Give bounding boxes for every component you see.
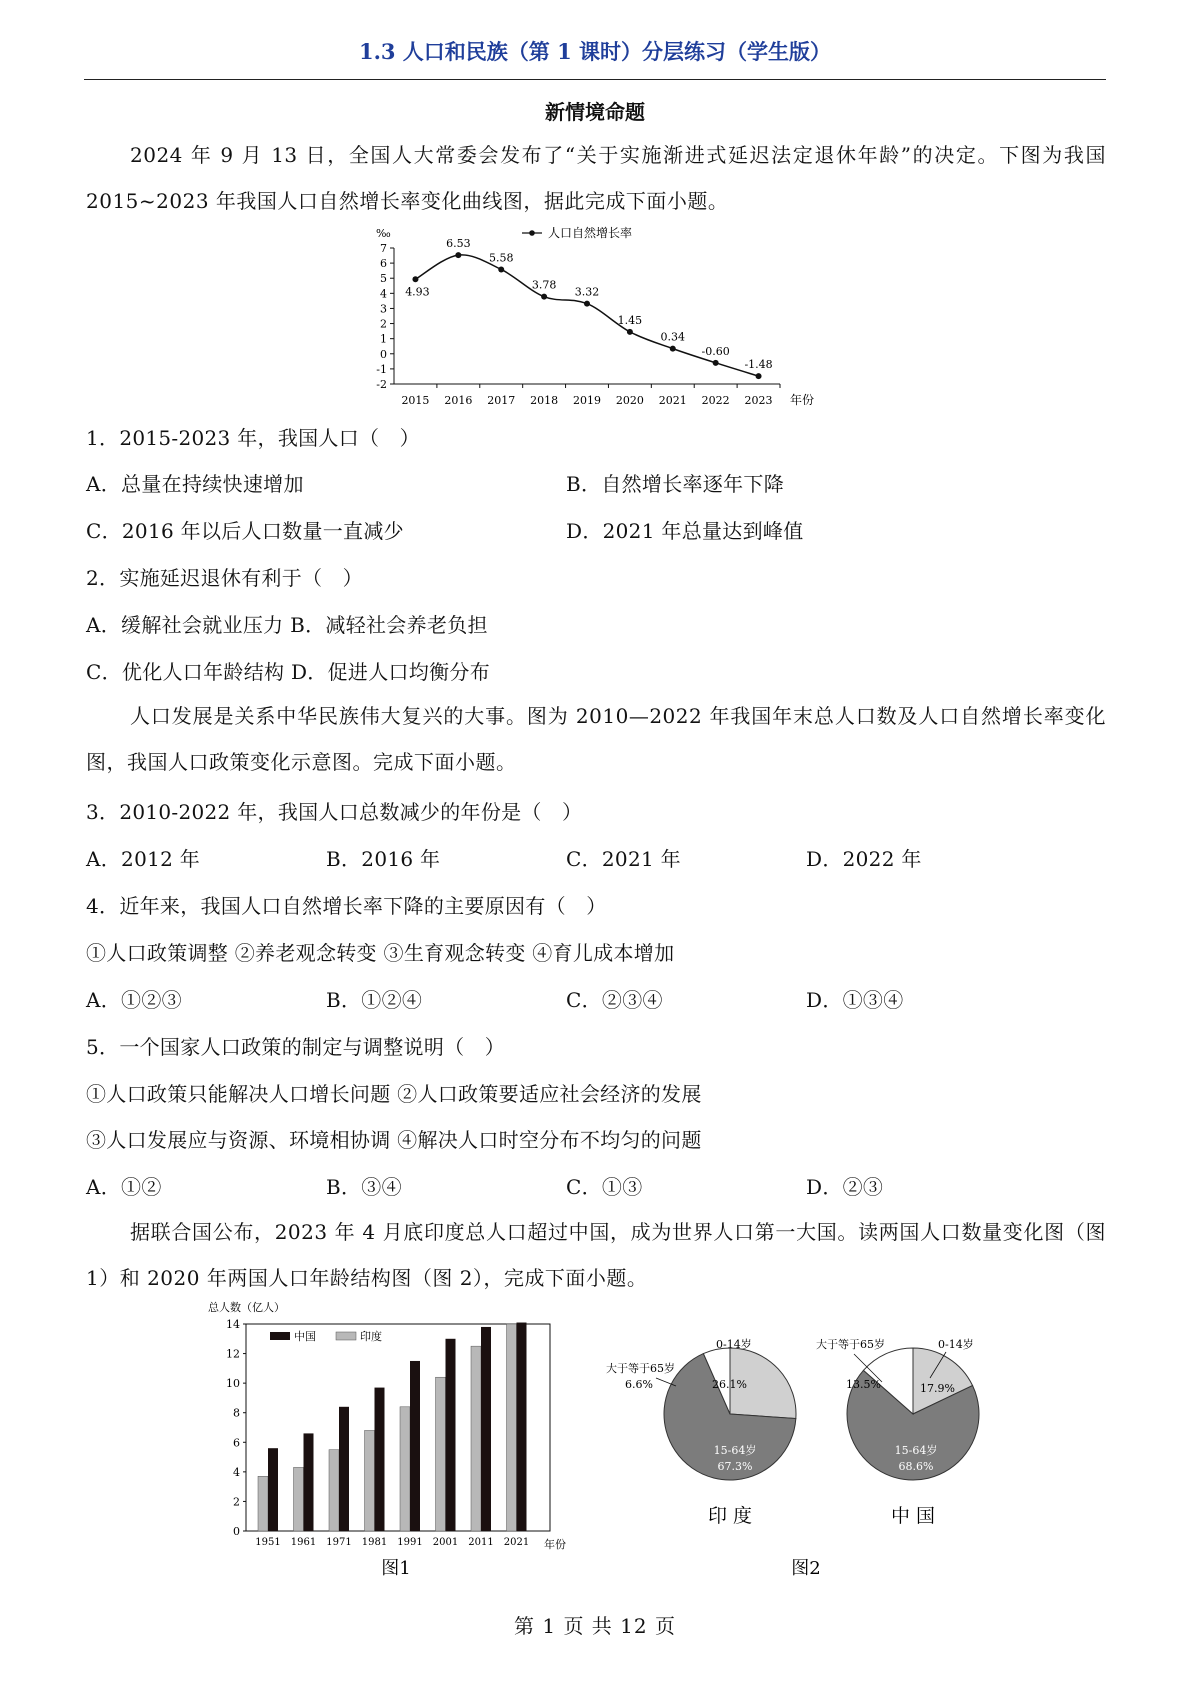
bar-x-tick-label: 2011 bbox=[468, 1537, 494, 1548]
india-pct-15-64: 67.3% bbox=[717, 1460, 753, 1473]
bar-x-tick-label: 1981 bbox=[361, 1537, 388, 1548]
q4-option-a: A．①②③ bbox=[86, 988, 182, 1012]
data-label: 3.78 bbox=[531, 278, 557, 292]
bar-x-axis-label: 年份 bbox=[544, 1538, 566, 1551]
growth-rate-line-chart bbox=[370, 224, 830, 414]
y-tick-label: 1 bbox=[380, 332, 387, 346]
data-label: -1.48 bbox=[744, 358, 773, 372]
data-label: 5.58 bbox=[488, 251, 514, 265]
bar-y-axis-label: 总人数（亿人） bbox=[208, 1301, 285, 1314]
china-pct-15-64: 68.6% bbox=[898, 1460, 934, 1473]
x-tick-label: 2020 bbox=[615, 394, 644, 407]
y-tick-label: 3 bbox=[380, 302, 387, 316]
q1-option-a: A．总量在持续快速增加 bbox=[86, 472, 304, 496]
bar-china bbox=[375, 1388, 385, 1531]
bar-india bbox=[365, 1430, 375, 1531]
bar-india bbox=[400, 1407, 410, 1531]
q2-options-ab: A．缓解社会就业压力 B．减轻社会养老负担 bbox=[86, 613, 488, 637]
bar-x-tick-label: 1971 bbox=[326, 1537, 352, 1548]
data-label: 0.34 bbox=[660, 330, 686, 344]
china-pct-65plus: 13.5% bbox=[846, 1378, 881, 1391]
y-tick-label: 4 bbox=[380, 287, 387, 301]
x-tick-label: 2017 bbox=[487, 394, 516, 407]
x-tick-label: 2015 bbox=[401, 394, 430, 407]
data-point bbox=[541, 294, 547, 300]
intro-paragraph-3: 据联合国公布，2023 年 4 月底印度总人口超过中国，成为世界人口第一大国。读两国人口数量变化图（图 1）和 2020 年两国人口年龄结构图（图 2），完成下面小题。 bbox=[86, 1220, 1106, 1290]
india-label-15-64: 15-64岁 bbox=[713, 1444, 757, 1457]
india-pct-0-14: 26.1% bbox=[712, 1378, 747, 1391]
bar-india bbox=[258, 1476, 268, 1531]
legend-label-india: 印度 bbox=[360, 1330, 382, 1343]
x-tick-label: 2016 bbox=[444, 394, 473, 407]
bar-y-tick-label: 8 bbox=[233, 1406, 240, 1420]
bar-china bbox=[517, 1323, 527, 1531]
india-label-65plus: 大于等于65岁 bbox=[606, 1362, 675, 1375]
china-pct-0-14: 17.9% bbox=[920, 1382, 955, 1395]
bar-india bbox=[329, 1450, 339, 1531]
q4-stem: 4．近年来，我国人口自然增长率下降的主要原因有（ ） bbox=[86, 894, 607, 918]
bar-x-tick-label: 1991 bbox=[397, 1537, 423, 1548]
data-point bbox=[756, 373, 762, 379]
bar-plot-frame bbox=[246, 1324, 550, 1531]
bar-china bbox=[304, 1433, 314, 1531]
q4-option-d: D．①③④ bbox=[806, 988, 904, 1012]
figure-1-caption: 图1 bbox=[381, 1558, 411, 1579]
q3-option-c: C．2021 年 bbox=[566, 847, 681, 871]
y-tick-label: 6 bbox=[380, 257, 387, 271]
bar-india bbox=[436, 1377, 446, 1531]
india-pct-65plus: 6.6% bbox=[625, 1378, 653, 1391]
data-point bbox=[498, 266, 504, 272]
y-tick-label: -1 bbox=[376, 362, 387, 376]
q3-option-d: D．2022 年 bbox=[806, 847, 922, 871]
data-point bbox=[627, 329, 633, 335]
bar-y-tick-label: 0 bbox=[233, 1525, 240, 1538]
q1-option-c: C．2016 年以后人口数量一直减少 bbox=[86, 519, 404, 543]
population-bar-chart bbox=[200, 1298, 580, 1580]
q5-items-1: ①人口政策只能解决人口增长问题 ②人口政策要适应社会经济的发展 bbox=[86, 1082, 702, 1106]
q5-option-c: C．①③ bbox=[566, 1175, 643, 1199]
q1-stem: 1．2015-2023 年，我国人口（ ） bbox=[86, 426, 420, 450]
data-point bbox=[670, 346, 676, 352]
data-label: 3.32 bbox=[574, 285, 600, 299]
data-label: 4.93 bbox=[405, 285, 430, 299]
bar-x-tick-label: 2021 bbox=[503, 1537, 530, 1548]
page-number: 第 1 页 共 12 页 bbox=[514, 1614, 676, 1638]
india-pie-title: 印 度 bbox=[707, 1505, 753, 1527]
q5-option-a: A．①② bbox=[86, 1175, 162, 1199]
bar-y-tick-label: 2 bbox=[233, 1495, 240, 1509]
x-axis-label: 年份 bbox=[790, 393, 815, 407]
q5-option-d: D．②③ bbox=[806, 1175, 884, 1199]
age-structure-pie-charts bbox=[590, 1330, 990, 1580]
bar-india bbox=[294, 1467, 304, 1531]
bar-y-tick-label: 6 bbox=[233, 1436, 240, 1450]
q5-items-2: ③人口发展应与资源、环境相协调 ④解决人口时空分布不均匀的问题 bbox=[86, 1128, 702, 1152]
china-pie-title: 中 国 bbox=[890, 1505, 936, 1527]
x-tick-label: 2023 bbox=[744, 394, 773, 407]
q4-items: ①人口政策调整 ②养老观念转变 ③生育观念转变 ④育儿成本增加 bbox=[86, 941, 675, 965]
q1-option-b: B．自然增长率逐年下降 bbox=[566, 472, 784, 496]
header-divider bbox=[84, 79, 1106, 80]
china-label-65plus: 大于等于65岁 bbox=[816, 1338, 885, 1351]
bar-y-tick-label: 4 bbox=[233, 1465, 240, 1479]
data-label: 6.53 bbox=[446, 237, 471, 251]
growth-rate-series-line bbox=[415, 255, 758, 376]
data-point bbox=[455, 252, 461, 258]
legend-label-china: 中国 bbox=[294, 1330, 316, 1343]
q5-stem: 5．一个国家人口政策的制定与调整说明（ ） bbox=[86, 1035, 506, 1059]
intro-paragraph-2: 人口发展是关系中华民族伟大复兴的大事。图为 2010—2022 年我国年末总人口数及人口自然增长率变化图，我国人口政策变化示意图。完成下面小题。 bbox=[86, 704, 1106, 774]
x-tick-label: 2018 bbox=[530, 394, 559, 407]
data-point bbox=[713, 360, 719, 366]
data-point bbox=[412, 276, 418, 282]
q5-option-b: B．③④ bbox=[326, 1175, 402, 1199]
q3-option-a: A．2012 年 bbox=[86, 847, 201, 871]
y-tick-label: 0 bbox=[380, 347, 387, 361]
q1-option-d: D．2021 年总量达到峰值 bbox=[566, 519, 804, 543]
y-unit-label: ‰ bbox=[376, 227, 391, 240]
q2-stem: 2．实施延迟退休有利于（ ） bbox=[86, 566, 363, 590]
q2-options-cd: C．优化人口年龄结构 D．促进人口均衡分布 bbox=[86, 660, 490, 684]
bar-india bbox=[471, 1346, 481, 1531]
x-tick-label: 2021 bbox=[658, 394, 687, 407]
y-tick-label: 7 bbox=[380, 242, 387, 255]
q4-option-b: B．①②④ bbox=[326, 988, 423, 1012]
x-tick-label: 2019 bbox=[573, 394, 601, 407]
legend-label: 人口自然增长率 bbox=[548, 226, 633, 240]
figure-2-caption: 图2 bbox=[791, 1558, 821, 1579]
q3-option-b: B．2016 年 bbox=[326, 847, 441, 871]
bar-india bbox=[507, 1324, 517, 1531]
china-label-15-64: 15-64岁 bbox=[894, 1444, 938, 1457]
bar-china bbox=[339, 1407, 349, 1531]
intro-paragraph-1: 2024 年 9 月 13 日，全国人大常委会发布了“关于实施渐进式延迟法定退休年龄”的决定。下图为我国 2015~2023 年我国人口自然增长率变化曲线图，据此完成下面小题。 bbox=[86, 143, 1106, 213]
bar-china bbox=[410, 1361, 420, 1531]
bar-x-tick-label: 1961 bbox=[290, 1537, 317, 1548]
bar-y-tick-label: 14 bbox=[226, 1318, 240, 1331]
bar-x-tick-label: 2001 bbox=[432, 1537, 459, 1548]
bar-china bbox=[446, 1339, 456, 1531]
q4-option-c: C．②③④ bbox=[566, 988, 663, 1012]
bar-china bbox=[481, 1327, 491, 1531]
bar-x-tick-label: 1951 bbox=[255, 1537, 281, 1548]
bar-china bbox=[268, 1448, 278, 1531]
data-point bbox=[584, 301, 590, 307]
bar-y-tick-label: 12 bbox=[226, 1347, 240, 1361]
china-label-0-14: 0-14岁 bbox=[938, 1338, 974, 1351]
y-tick-label: 5 bbox=[380, 272, 387, 286]
india-label-0-14: 0-14岁 bbox=[716, 1338, 752, 1351]
y-tick-label: -2 bbox=[376, 378, 387, 391]
section-title: 新情境命题 bbox=[545, 100, 645, 124]
legend-swatch-china bbox=[270, 1332, 290, 1340]
data-label: 1.45 bbox=[617, 313, 643, 327]
bar-y-tick-label: 10 bbox=[226, 1377, 240, 1391]
legend-marker bbox=[529, 230, 535, 236]
q3-stem: 3．2010-2022 年，我国人口总数减少的年份是（ ） bbox=[86, 800, 583, 824]
page-header-title: 1.3 人口和民族（第 1 课时）分层练习（学生版） bbox=[358, 39, 832, 64]
x-tick-label: 2022 bbox=[701, 394, 730, 407]
legend-swatch-india bbox=[336, 1332, 356, 1340]
data-label: -0.60 bbox=[701, 344, 730, 358]
y-tick-label: 2 bbox=[380, 317, 387, 331]
